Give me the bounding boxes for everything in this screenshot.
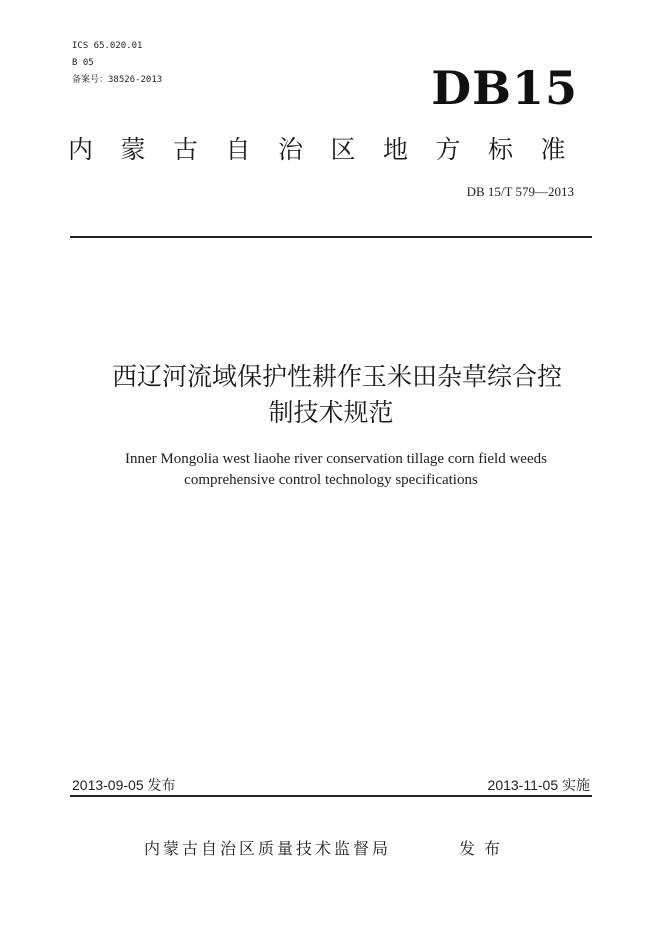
top-divider — [70, 236, 592, 238]
issue-date: 2013-09-05 发布 — [72, 777, 176, 793]
english-title-line-2: comprehensive control technology specifications — [184, 472, 478, 488]
db-code-logo: DB15 — [431, 61, 578, 115]
standard-number: DB 15/T 579—2013 — [466, 184, 574, 199]
filing-number: 备案号：38526-2013 — [72, 75, 163, 85]
publish-label: 发布 — [459, 839, 510, 858]
english-title-line-1: Inner Mongolia west liaohe river conservation tillage corn field weeds — [125, 451, 547, 467]
ics-code: ICS 65.020.01 — [72, 41, 143, 51]
bottom-divider — [70, 795, 592, 797]
classification-code: B 05 — [72, 58, 94, 68]
publisher-name: 内蒙古自治区质量技术监督局 — [144, 839, 392, 858]
implementation-date: 2013-11-05 实施 — [487, 777, 590, 793]
chinese-title-line-2: 制技术规范 — [268, 398, 394, 427]
standard-type-heading: 内蒙古自治区地方标准 — [68, 135, 594, 164]
chinese-title-line-1: 西辽河流域保护性耕作玉米田杂草综合控 — [111, 362, 562, 391]
